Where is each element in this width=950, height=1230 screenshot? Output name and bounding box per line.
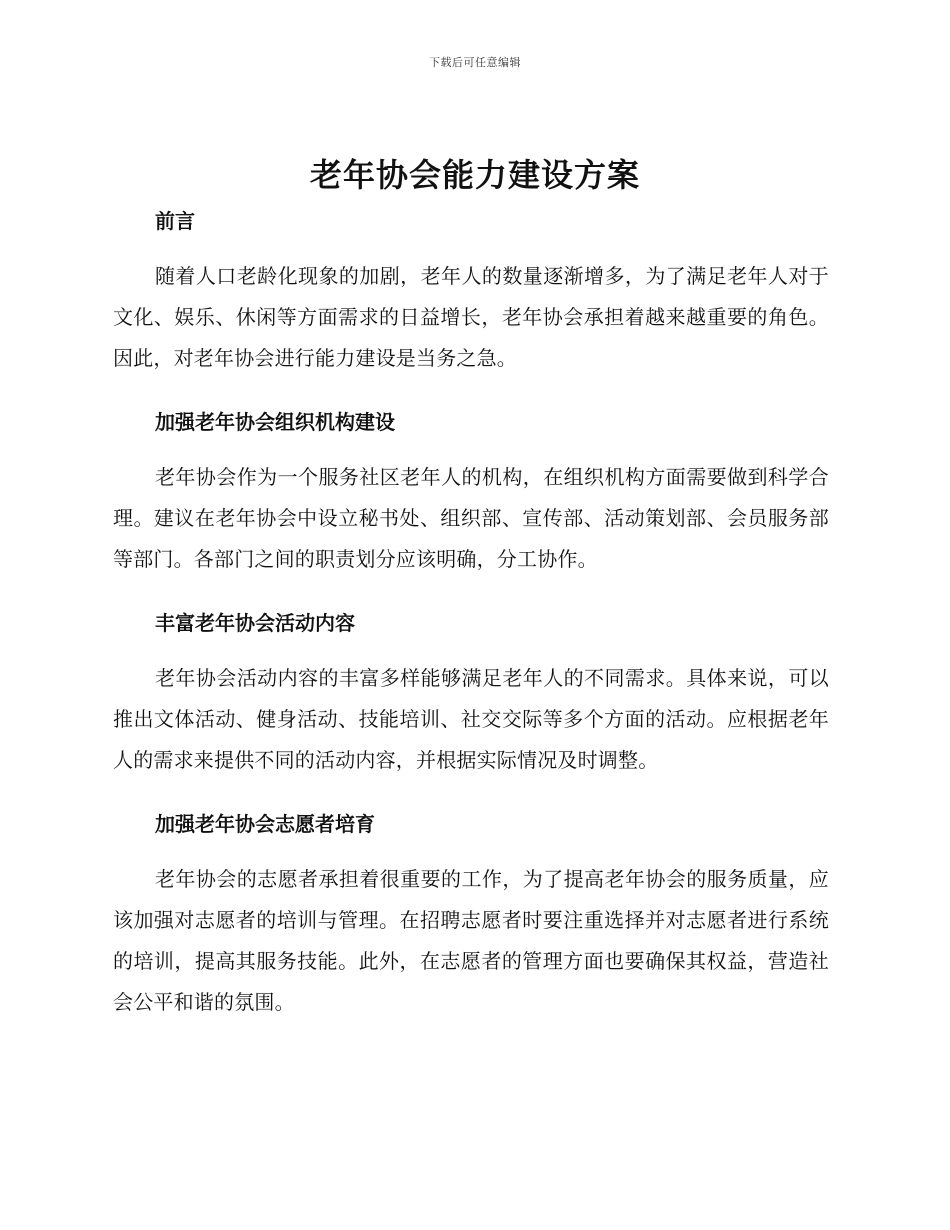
section-paragraph: 老年协会的志愿者承担着很重要的工作，为了提高老年协会的服务质量，应该加强对志愿者的培训与管理。在招聘志愿者时要注重选择并对志愿者进行系统的培训，提高其服务技能。此外，在志愿者的管理方面也要确保其权益，营造社会公平和谐的氛围。	[113, 867, 829, 1014]
section-heading: 丰富老年协会活动内容	[155, 611, 355, 635]
section-volunteers	[113, 807, 829, 1023]
section-paragraph: 老年协会作为一个服务社区老年人的机构，在组织机构方面需要做到科学合理。建议在老年协会中设立秘书处、组织部、宣传部、活动策划部、会员服务部等部门。各部门之间的职责划分应该明确，分工协作。	[113, 465, 829, 571]
section-activities	[113, 606, 829, 781]
section-heading: 加强老年协会志愿者培育	[155, 812, 375, 836]
section-paragraph: 随着人口老龄化现象的加剧，老年人的数量逐渐增多，为了满足老年人对于文化、娱乐、休闲等方面需求的日益增长，老年协会承担着越来越重要的角色。因此，对老年协会进行能力建设是当务之急。	[113, 264, 829, 370]
section-paragraph: 老年协会活动内容的丰富多样能够满足老年人的不同需求。具体来说，可以推出文体活动、健身活动、技能培训、社交交际等多个方面的活动。应根据老年人的需求来提供不同的活动内容，并根据实际情况及时调整。	[113, 666, 829, 772]
section-preface	[113, 204, 829, 379]
section-organization	[113, 405, 829, 580]
page-header-note: 下载后可任意编辑	[429, 56, 521, 69]
section-heading: 前言	[155, 209, 195, 233]
document-title: 老年协会能力建设方案	[309, 156, 640, 194]
document-content	[113, 204, 829, 1049]
section-heading: 加强老年协会组织机构建设	[155, 410, 395, 434]
